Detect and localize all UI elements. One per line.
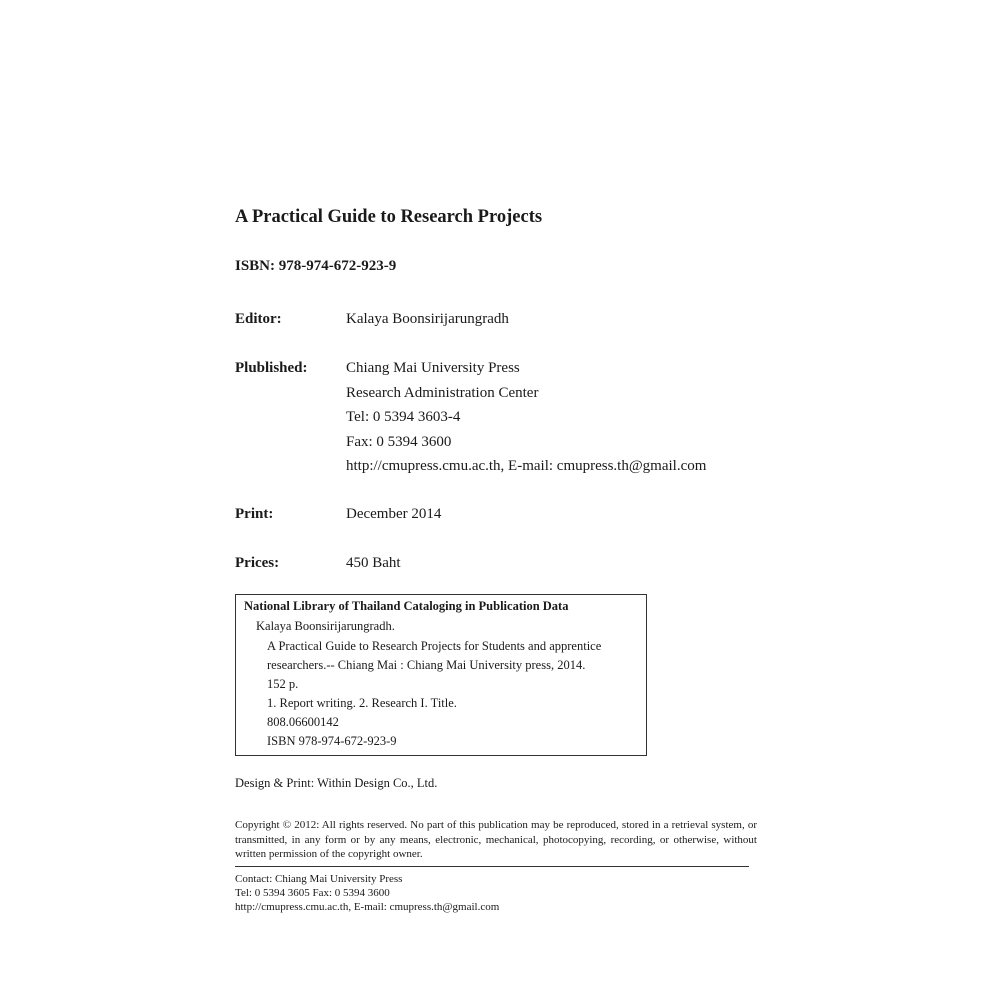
publisher-fax: Fax: 0 5394 3600 (346, 433, 452, 450)
isbn-line: ISBN: 978-974-672-923-9 (235, 258, 397, 274)
book-title: A Practical Guide to Research Projects (235, 207, 543, 227)
cip-line: 152 p. (267, 677, 299, 691)
published-label: Plublished: (235, 360, 308, 376)
cip-line: 1. Report writing. 2. Research I. Title. (267, 696, 457, 710)
publisher-name: Chiang Mai University Press (346, 360, 520, 376)
print-label: Print: (235, 506, 274, 522)
publisher-center: Research Administration Center (346, 384, 539, 401)
cip-author: Kalaya Boonsirijarungradh. (256, 619, 395, 633)
cip-line: A Practical Guide to Research Projects for Students and apprentice (267, 639, 602, 653)
prices-value: 450 Baht (346, 555, 401, 571)
cip-line: ISBN 978-974-672-923-9 (267, 734, 397, 748)
editor-value: Kalaya Boonsirijarungradh (346, 311, 509, 327)
cip-line: 808.06600142 (267, 715, 339, 729)
contact-phone-fax: Tel: 0 5394 3605 Fax: 0 5394 3600 (235, 887, 390, 899)
print-value: December 2014 (346, 506, 442, 522)
design-print-credit: Design & Print: Within Design Co., Ltd. (235, 776, 438, 790)
prices-label: Prices: (235, 555, 280, 571)
publisher-web-email: http://cmupress.cmu.ac.th, E-mail: cmupress.th@gmail.com (346, 458, 707, 474)
cip-line: researchers.-- Chiang Mai : Chiang Mai University press, 2014. (267, 658, 586, 672)
divider (235, 866, 749, 867)
copyright-notice: Copyright © 2012: All rights reserved. No part of this publication may be reproduced, stored in a retrieval system, or transmitted, in any form or by any means, electronic, mechanical, photocopying, recording, or otherwise, without written permission of the copyright owner. (235, 819, 757, 860)
contact-web-email: http://cmupress.cmu.ac.th, E-mail: cmupress.th@gmail.com (235, 901, 500, 913)
published-block (346, 356, 706, 479)
contact-name: Contact: Chiang Mai University Press (235, 873, 403, 885)
cip-title: National Library of Thailand Cataloging in Publication Data (244, 599, 569, 613)
editor-label: Editor: (235, 311, 282, 327)
cip-box (235, 594, 647, 756)
publisher-tel: Tel: 0 5394 3603-4 (346, 409, 461, 425)
